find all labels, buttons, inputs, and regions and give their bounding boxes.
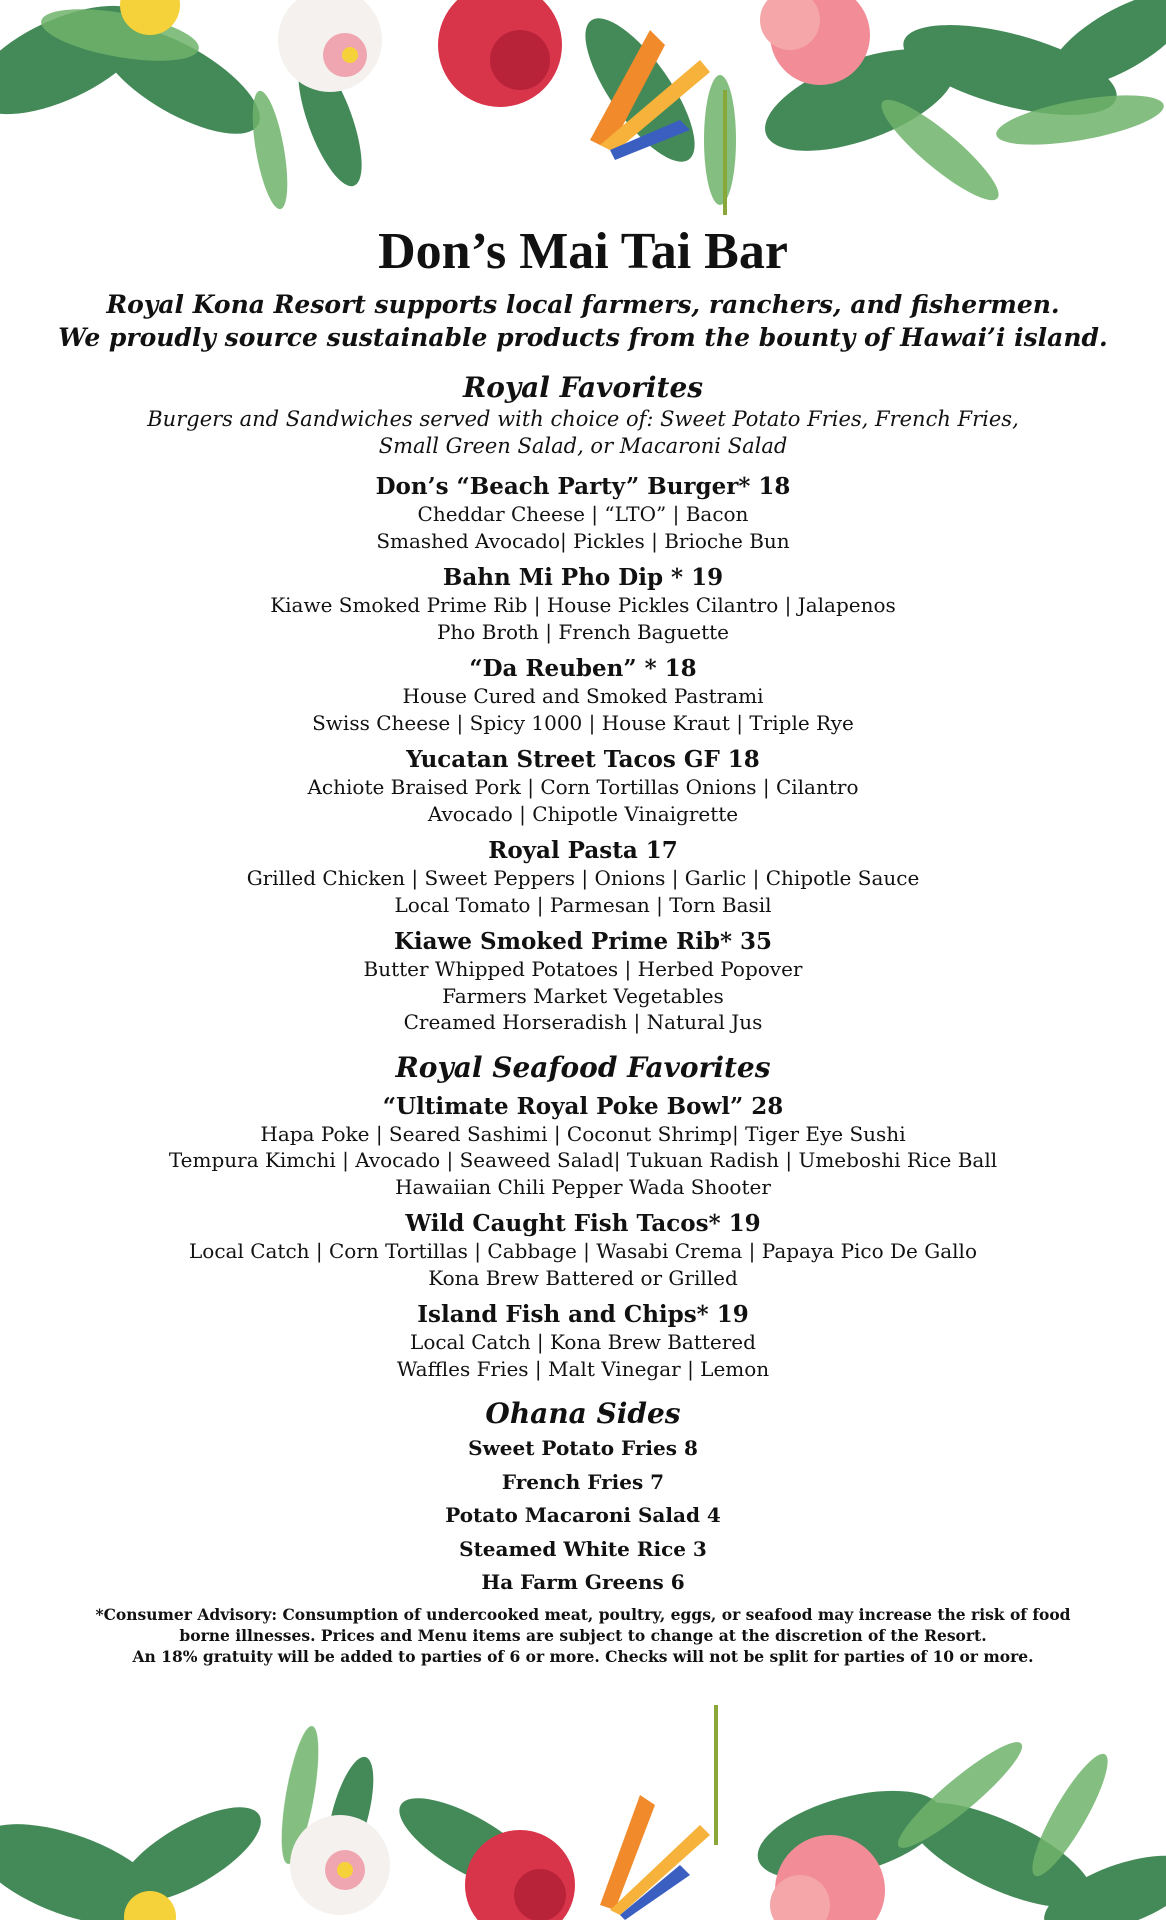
item-description: Creamed Horseradish | Natural Jus — [403, 1010, 763, 1034]
section-title: Royal Favorites — [462, 371, 704, 404]
item-description: Tempura Kimchi | Avocado | Seaweed Salad| Tukuan Radish | Umeboshi Rice Ball — [168, 1148, 998, 1172]
menu-item — [0, 745, 1166, 827]
side-item: Sweet Potato Fries 8 — [468, 1436, 698, 1460]
menu-content — [0, 222, 1166, 1667]
item-description: Local Catch | Corn Tortillas | Cabbage | Wasabi Crema | Papaya Pico De Gallo — [189, 1239, 977, 1263]
section-title: Royal Seafood Favorites — [395, 1050, 771, 1084]
menu-item — [0, 1300, 1166, 1382]
side-item: French Fries 7 — [501, 1469, 665, 1494]
item-description: Butter Whipped Potatoes | Herbed Popover — [363, 957, 803, 981]
item-name: Wild Caught Fish Tacos* 19 — [405, 1210, 761, 1237]
side-item: Ha Farm Greens 6 — [481, 1570, 685, 1594]
item-name: “Da Reuben” * 18 — [469, 655, 697, 682]
item-description: Kona Brew Battered or Grilled — [428, 1265, 738, 1290]
section-note: Small Green Salad, or Macaroni Salad — [378, 434, 788, 458]
tropical-flowers-illustration — [0, 1705, 1166, 1920]
item-description: Waffles Fries | Malt Vinegar | Lemon — [396, 1356, 770, 1381]
tagline — [0, 288, 1166, 354]
item-description: Local Tomato | Parmesan | Torn Basil — [394, 892, 772, 917]
item-description: Hapa Poke | Seared Sashimi | Coconut Shrimp| Tiger Eye Sushi — [260, 1121, 906, 1146]
item-description: Cheddar Cheese | “LTO” | Bacon — [417, 502, 749, 526]
tropical-flowers-illustration — [0, 0, 1166, 225]
item-description: Avocado | Chipotle Vinaigrette — [427, 801, 739, 826]
side-item: Potato Macaroni Salad 4 — [445, 1503, 721, 1527]
item-description: Pho Broth | French Baguette — [436, 619, 730, 644]
advisory-line: *Consumer Advisory: Consumption of undercooked meat, poultry, eggs, or seafood may increase the risk of food — [95, 1604, 1071, 1624]
menu-title: Don’s Mai Tai Bar — [378, 223, 788, 280]
menu-item — [0, 563, 1166, 645]
menu-item — [0, 1092, 1166, 1201]
item-name: Kiawe Smoked Prime Rib* 35 — [393, 928, 773, 955]
advisory-line: An 18% gratuity will be added to parties of 6 or more. Checks will not be split for parties of 10 or more. — [132, 1646, 1034, 1666]
item-name: “Ultimate Royal Poke Bowl” 28 — [382, 1092, 784, 1120]
tagline-line: Royal Kona Resort supports local farmers, ranchers, and fishermen. — [106, 290, 1060, 319]
menu-item — [0, 472, 1166, 554]
item-name: Bahn Mi Pho Dip * 19 — [442, 564, 724, 591]
consumer-advisory — [0, 1604, 1166, 1667]
item-description: Hawaiian Chili Pepper Wada Shooter — [395, 1174, 771, 1199]
item-description: House Cured and Smoked Pastrami — [402, 684, 764, 708]
section-note: Burgers and Sandwiches served with choice of: Sweet Potato Fries, French Fries, — [147, 407, 1019, 431]
item-name: Royal Pasta 17 — [488, 837, 678, 864]
side-item: Steamed White Rice 3 — [459, 1536, 707, 1561]
item-description: Kiawe Smoked Prime Rib | House Pickles Cilantro | Jalapenos — [270, 593, 896, 617]
menu-item — [0, 1209, 1166, 1291]
item-description: Grilled Chicken | Sweet Peppers | Onions | Garlic | Chipotle Sauce — [246, 866, 920, 890]
tagline-line: We proudly source sustainable products from the bounty of Hawai’i island. — [58, 323, 1108, 352]
menu-item — [0, 654, 1166, 736]
section-seafood — [0, 1050, 1166, 1383]
menu-item — [0, 836, 1166, 918]
item-description: Local Catch | Kona Brew Battered — [410, 1330, 756, 1354]
item-description: Swiss Cheese | Spicy 1000 | House Kraut | Triple Rye — [312, 710, 854, 735]
item-name: Don’s “Beach Party” Burger* 18 — [375, 473, 791, 500]
floral-border-bottom — [0, 1705, 1166, 1920]
item-description: Farmers Market Vegetables — [442, 983, 724, 1008]
floral-border-top — [0, 0, 1166, 225]
section-title: Ohana Sides — [485, 1397, 681, 1430]
item-description: Smashed Avocado| Pickles | Brioche Bun — [376, 528, 790, 553]
item-description: Achiote Braised Pork | Corn Tortillas Onions | Cilantro — [307, 775, 859, 799]
menu-item — [0, 927, 1166, 1036]
item-name: Island Fish and Chips* 19 — [417, 1301, 749, 1328]
item-name: Yucatan Street Tacos GF 18 — [406, 746, 760, 773]
section-sides — [0, 1396, 1166, 1600]
section-royal-favorites — [0, 370, 1166, 1036]
advisory-line: borne illnesses. Prices and Menu items are subject to change at the discretion of the Resort. — [179, 1625, 987, 1645]
